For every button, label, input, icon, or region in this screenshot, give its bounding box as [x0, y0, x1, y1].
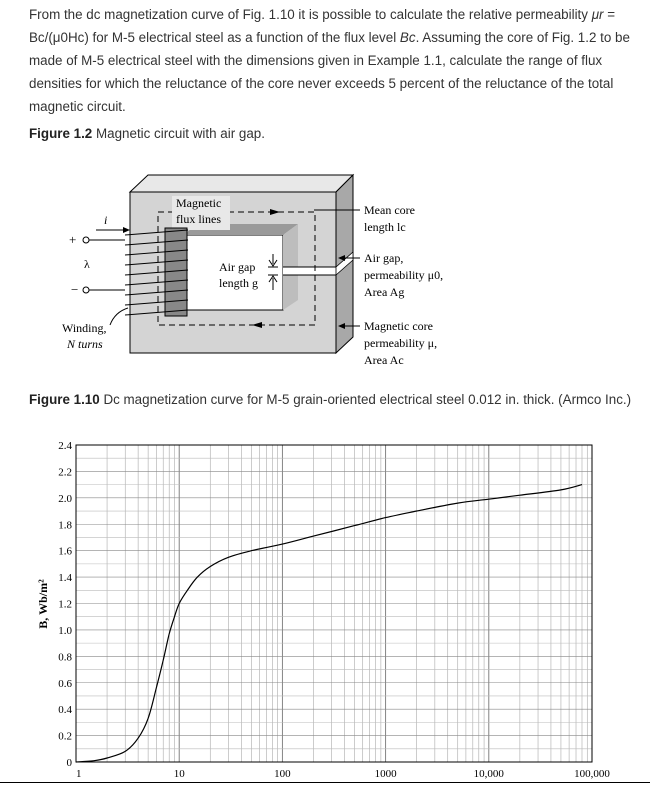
problem-text-2: = Bc/(μ0Hc) for M-5 electrical steel as a function of the flux level: [29, 7, 616, 45]
core-label-2: permeability μ,: [364, 336, 438, 350]
winding-label-2: N turns: [67, 337, 103, 351]
minus-label: −: [71, 282, 79, 297]
y-tick-label: 1.6: [58, 545, 72, 558]
figure-1-2-label: Figure 1.2: [29, 126, 93, 141]
flux-label-2: flux lines: [176, 212, 221, 226]
air-gap-length-label-1: Air gap: [219, 260, 256, 274]
y-tick-labels: [58, 440, 72, 769]
y-tick-label: 1.8: [58, 519, 72, 532]
air-gap-length-label-2: length g: [219, 276, 258, 290]
x-tick-label: 100,000: [574, 768, 610, 780]
flux-label-1: Magnetic: [176, 196, 222, 210]
winding-label-1: Winding,: [62, 321, 107, 335]
y-tick-label: 2.4: [58, 440, 72, 452]
x-tick-label: 10: [173, 768, 185, 780]
figure-1-10-label: Figure 1.10: [29, 392, 100, 407]
figure-1-10-caption-text: Dc magnetization curve for M-5 grain-oriented electrical steel 0.012 in. thick. (Armco Inc.): [103, 392, 632, 407]
y-tick-label: 0.4: [58, 704, 72, 717]
x-tick-label: 100: [274, 768, 291, 780]
y-tick-label: 1.0: [58, 624, 72, 637]
x-tick-label: 1: [76, 768, 82, 780]
y-tick-label: 0: [66, 757, 72, 769]
y-tick-label: 0.6: [58, 677, 72, 690]
bc-symbol: Bc: [399, 30, 416, 45]
current-label: i: [104, 213, 108, 227]
y-tick-label: 2.0: [58, 492, 72, 505]
x-tick-label: 10,000: [473, 768, 504, 780]
problem-text-1: From the dc magnetization curve of Fig. 1.10 it is possible to calculate the relative permeability: [29, 7, 588, 22]
figure-1-2-caption-text: Magnetic circuit with air gap.: [96, 126, 265, 141]
y-tick-label: 1.4: [58, 572, 72, 585]
y-tick-label: 0.2: [58, 730, 72, 743]
core-label-1: Magnetic core: [364, 319, 433, 333]
magnetization-curve: [76, 485, 582, 762]
x-tick-labels: [76, 768, 610, 780]
air-gap-label-1: Air gap,: [364, 251, 404, 265]
air-gap-label-3: Area Ag: [364, 285, 405, 299]
y-tick-label: 1.2: [58, 598, 72, 611]
mean-core-label-2: length lc: [364, 220, 406, 234]
problem-text-3: . Assuming the core of Fig. 1.2 to be made of M-5 electrical steel with the dimensions given in Example 1.1, calculate the range of flux densities for which the reluctance of the core never exceeds 5 percent of the reluctance of the total magnetic circuit.: [29, 30, 630, 114]
mu-r-symbol: μr: [591, 7, 604, 22]
y-tick-label: 2.2: [58, 466, 72, 479]
bottom-rule: [0, 782, 650, 783]
y-axis-label: B, Wb/m²: [36, 579, 50, 629]
core-label-3: Area Ac: [364, 353, 404, 367]
y-tick-label: 0.8: [58, 651, 72, 664]
chart-grid: [76, 445, 592, 762]
plus-label: +: [69, 232, 77, 247]
lambda-label: λ: [84, 257, 90, 271]
mean-core-label-1: Mean core: [364, 203, 415, 217]
air-gap-label-2: permeability μ0,: [364, 268, 444, 282]
x-tick-label: 1000: [374, 768, 397, 780]
